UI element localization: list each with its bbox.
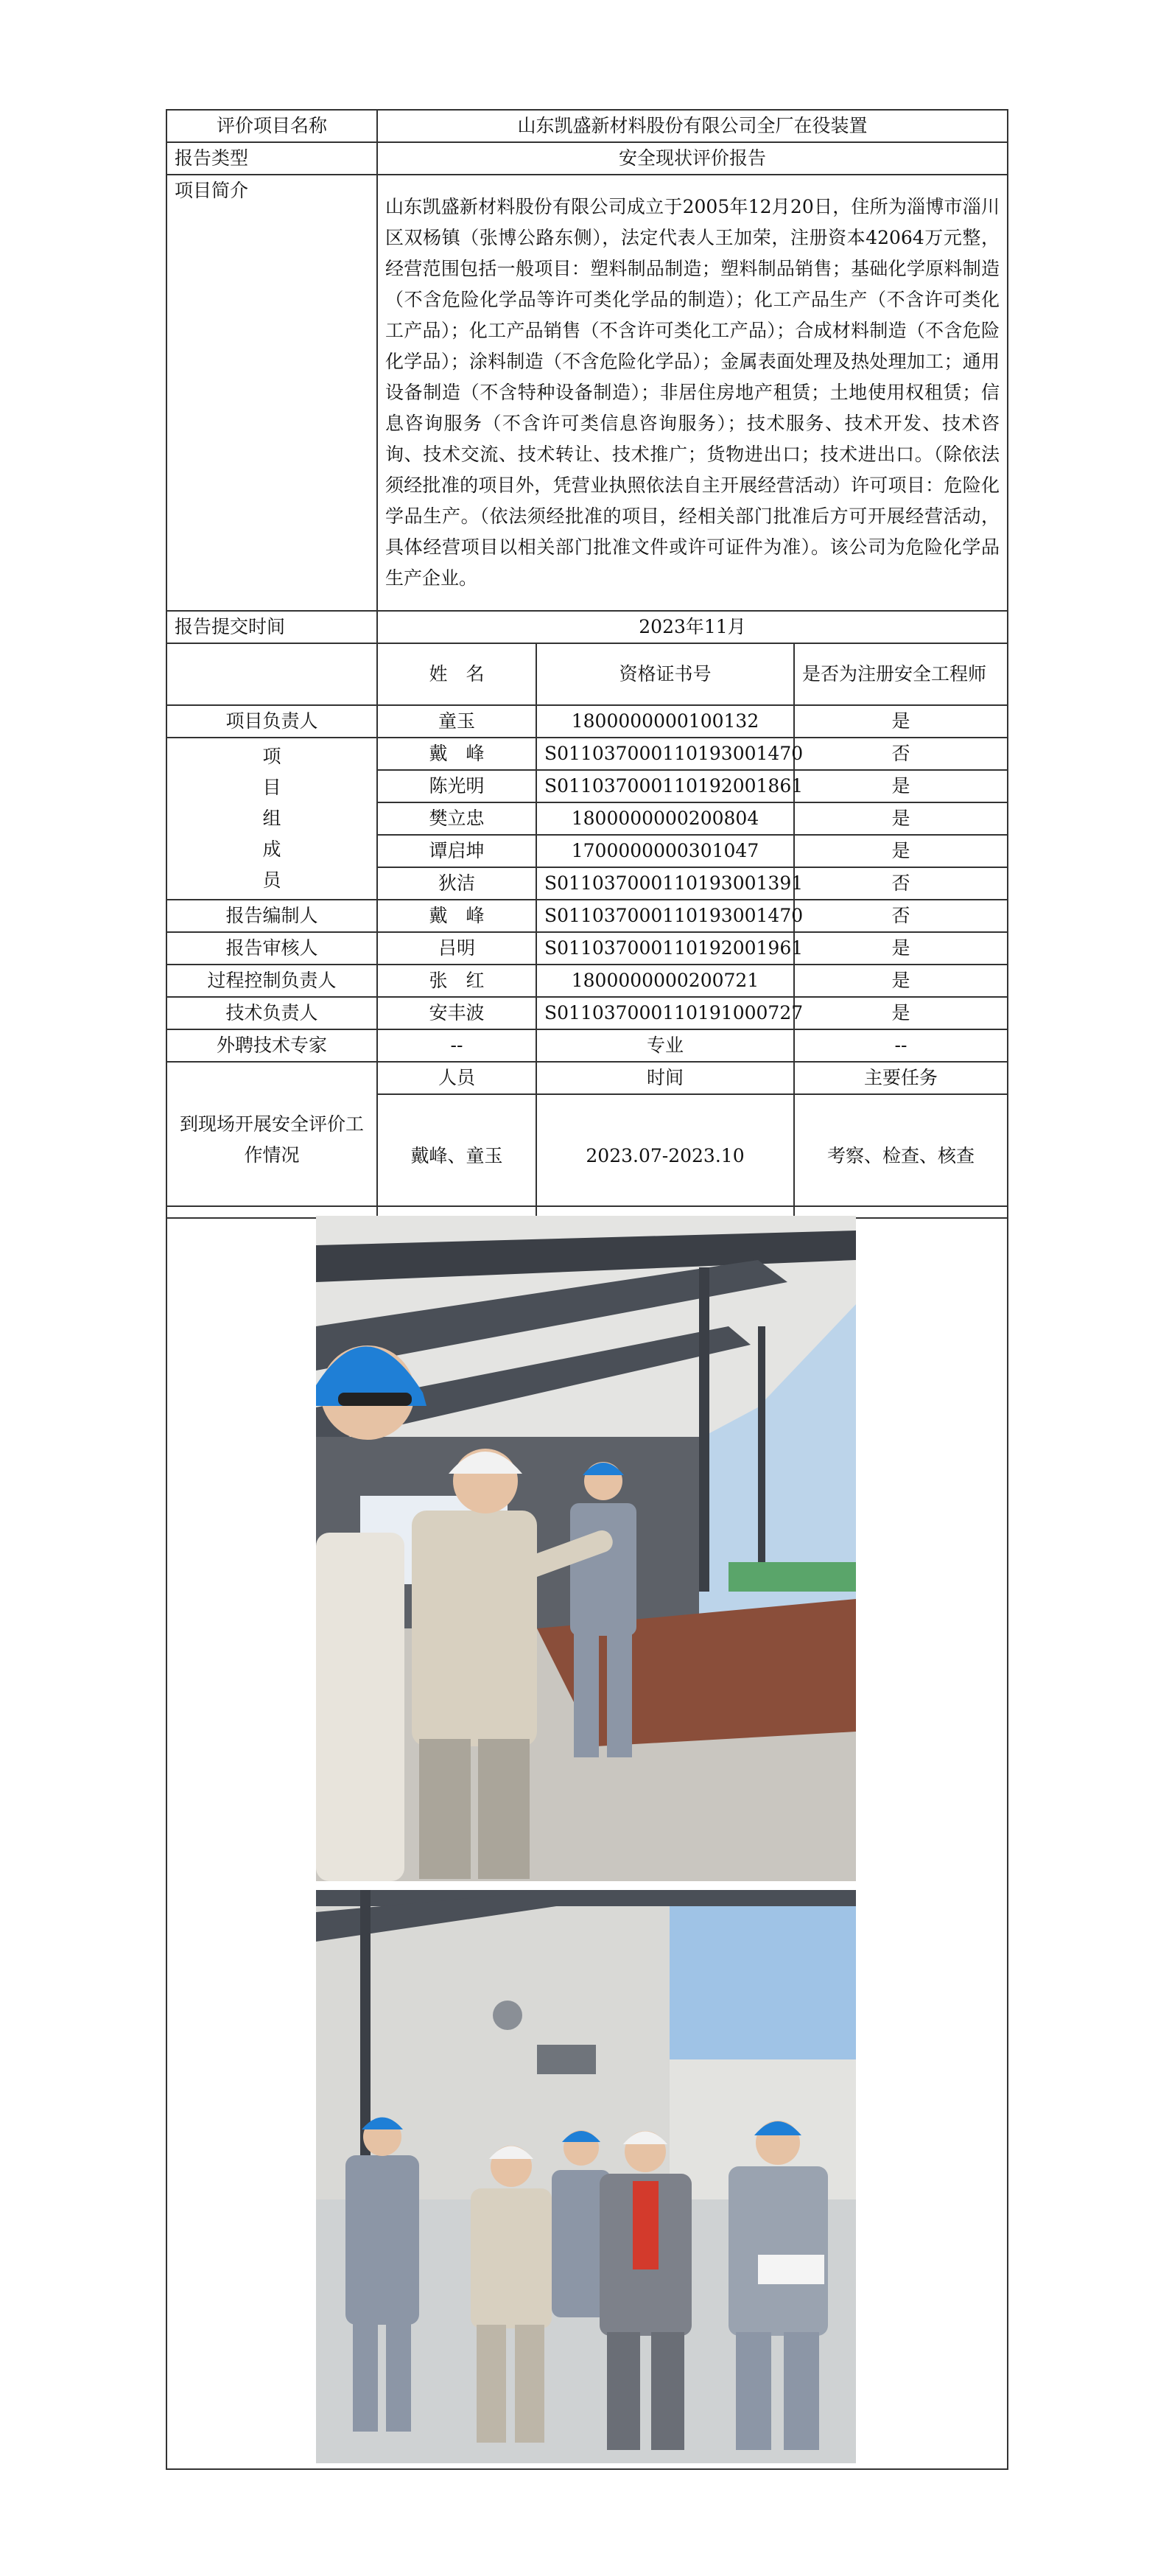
col-header-registered: 是否为注册安全工程师 (794, 643, 1008, 705)
team-member-registered: 否 (794, 738, 1008, 770)
col-header-name: 姓 名 (377, 643, 536, 705)
submit-time-label: 报告提交时间 (166, 611, 377, 643)
report-type-label: 报告类型 (166, 142, 377, 175)
project-name-label: 评价项目名称 (166, 110, 377, 142)
team-member-cert: S011037000110192001861 (536, 770, 794, 802)
team-label-char: 员 (262, 869, 281, 891)
team-label-char: 目 (262, 777, 281, 798)
leader-cert: 1800000000100132 (536, 705, 794, 738)
editor-name: 戴 峰 (377, 900, 536, 932)
site-col-people: 人员 (377, 1062, 536, 1094)
site-inspection-photo-2 (316, 1890, 856, 2463)
site-photos-frame (166, 1205, 1008, 2470)
site-time: 2023.07-2023.10 (536, 1094, 794, 1218)
process-control-name: 张 红 (377, 965, 536, 997)
leader-name: 童玉 (377, 705, 536, 738)
team-member-cert: S011037000110193001391 (536, 867, 794, 900)
tech-lead-registered: 是 (794, 997, 1008, 1029)
editor-registered: 否 (794, 900, 1008, 932)
team-member-name: 谭启坤 (377, 835, 536, 867)
team-member-name: 樊立忠 (377, 802, 536, 835)
process-control-registered: 是 (794, 965, 1008, 997)
evaluation-info-table (166, 109, 1008, 1219)
site-people: 戴峰、童玉 (377, 1094, 536, 1218)
team-label (166, 738, 377, 900)
team-label-char: 成 (262, 839, 281, 860)
site-task: 考察、检查、核查 (794, 1094, 1008, 1218)
editor-cert: S011037000110193001470 (536, 900, 794, 932)
intro-text: 山东凯盛新材料股份有限公司成立于2005年12月20日，住所为淄博市淄川区双杨镇（张博公路东侧），法定代表人王加荣，注册资本42064万元整，经营范围包括一般项目：塑料制品制造；塑料制品销售；基础化学原料制造（不含危险化学品等许可类化学品的制造）；化工产品生产（不含许可类化工产品）；化工产品销售（不含许可类化工产品）；合成材料制造（不含危险化学品）；涂料制造（不含危险化学品）；金属表面处理及热处理加工；通用设备制造（不含特种设备制造）；非居住房地产租赁；土地使用权租赁；信息咨询服务（不含许可类信息咨询服务）；技术服务、技术开发、技术咨询、技术交流、技术转让、技术推广；货物进出口；技术进出口。（除依法须经批准的项目外，凭营业执照依法自主开展经营活动）许可项目：危险化学品生产。（依法须经批准的项目，经相关部门批准后方可开展经营活动，具体经营项目以相关部门批准文件或许可证件为准）。该公司为危险化学品生产企业。 (377, 175, 1008, 611)
expert-label: 外聘技术专家 (166, 1029, 377, 1062)
team-member-cert: 1700000000301047 (536, 835, 794, 867)
team-label-char: 组 (262, 808, 281, 829)
tech-lead-label: 技术负责人 (166, 997, 377, 1029)
team-member-name: 陈光明 (377, 770, 536, 802)
expert-name: -- (377, 1029, 536, 1062)
site-work-label: 到现场开展安全评价工作情况 (166, 1062, 377, 1218)
team-member-registered: 否 (794, 867, 1008, 900)
team-member-name: 戴 峰 (377, 738, 536, 770)
tech-lead-cert: S011037000110191000727 (536, 997, 794, 1029)
team-label-char: 项 (262, 746, 281, 767)
report-type: 安全现状评价报告 (377, 142, 1008, 175)
tech-lead-name: 安丰波 (377, 997, 536, 1029)
expert-field: -- (794, 1029, 1008, 1062)
leader-label: 项目负责人 (166, 705, 377, 738)
reviewer-label: 报告审核人 (166, 932, 377, 965)
team-member-name: 狄洁 (377, 867, 536, 900)
reviewer-cert: S011037000110192001961 (536, 932, 794, 965)
intro-label: 项目简介 (166, 175, 377, 611)
leader-registered: 是 (794, 705, 1008, 738)
site-inspection-photo-1 (316, 1216, 856, 1881)
submit-time: 2023年11月 (377, 611, 1008, 643)
team-member-registered: 是 (794, 802, 1008, 835)
reviewer-registered: 是 (794, 932, 1008, 965)
process-control-label: 过程控制负责人 (166, 965, 377, 997)
col-header-cert: 资格证书号 (536, 643, 794, 705)
header-blank-cell (166, 643, 377, 705)
team-member-cert: S011037000110193001470 (536, 738, 794, 770)
site-col-time: 时间 (536, 1062, 794, 1094)
project-name: 山东凯盛新材料股份有限公司全厂在役装置 (377, 110, 1008, 142)
reviewer-name: 吕明 (377, 932, 536, 965)
editor-label: 报告编制人 (166, 900, 377, 932)
site-col-task: 主要任务 (794, 1062, 1008, 1094)
expert-field-label: 专业 (536, 1029, 794, 1062)
team-member-registered: 是 (794, 770, 1008, 802)
team-member-registered: 是 (794, 835, 1008, 867)
team-member-cert: 1800000000200804 (536, 802, 794, 835)
process-control-cert: 1800000000200721 (536, 965, 794, 997)
